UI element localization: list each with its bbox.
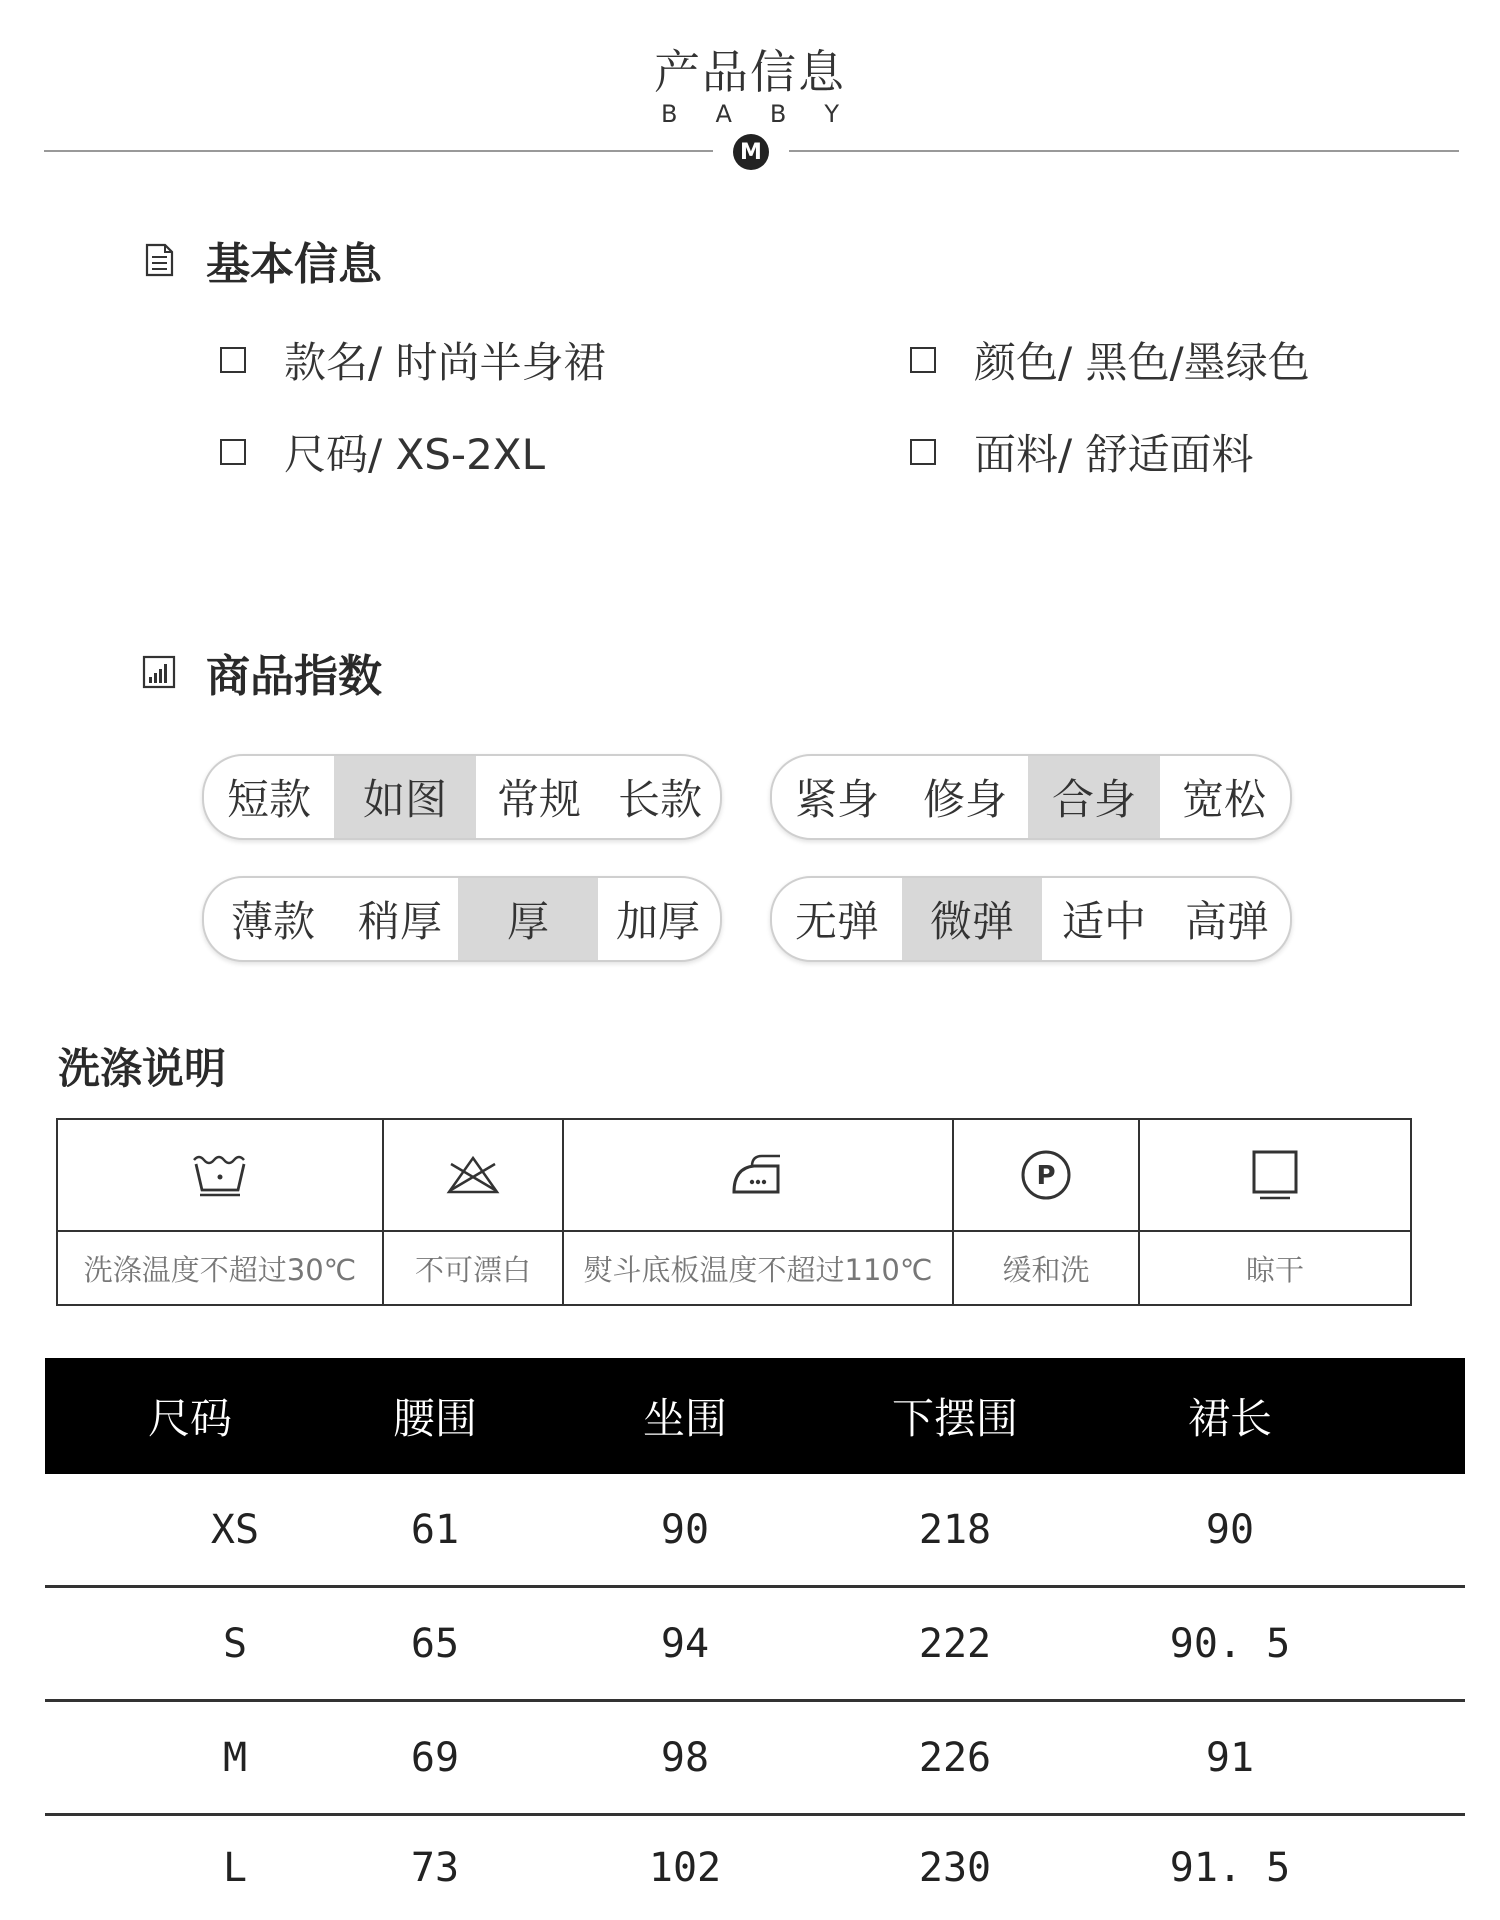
subtitle-letter: B [769,100,787,128]
cell-hip: 94 [660,1620,710,1667]
option-slim: 修身 [922,775,1007,824]
cell-hip: 90 [660,1506,710,1553]
washing-item [954,1120,1140,1304]
column-header-hem: 下摆围 [891,1394,1018,1443]
section-title: 商品指数 [206,651,382,702]
page-title: 产品信息 [654,45,846,99]
option-loose: 宽松 [1181,775,1266,824]
cell-length: 90 [1205,1506,1255,1553]
cell-length: 91. 5 [1169,1845,1291,1891]
option-high-stretch: 高弹 [1184,897,1269,946]
option-long: 长款 [617,775,702,824]
cell-waist: 69 [410,1734,460,1781]
cell-hip: 98 [660,1734,710,1781]
option-as-pictured: 如图 [334,756,476,838]
option-tight: 紧身 [794,775,879,824]
washing-title: 洗涤说明 [58,1044,227,1093]
checkbox-icon [910,347,936,373]
cell-length: 90. 5 [1169,1620,1291,1667]
info-item-label: 款名/ 时尚半身裙 [284,338,606,387]
washing-item [384,1120,564,1304]
cell-hem: 230 [918,1845,992,1891]
dry-clean-letter: P [1036,1161,1056,1191]
basic-info-heading [142,228,382,292]
cell-hem: 222 [918,1620,992,1667]
washing-item [58,1120,384,1304]
checkbox-icon [220,439,246,465]
washing-text: 熨斗底板温度不超过110℃ [583,1252,933,1287]
column-header-length: 裙长 [1187,1394,1272,1443]
washing-text: 缓和洗 [1002,1252,1090,1287]
table-row [45,1816,1465,1920]
option-no-stretch: 无弹 [794,897,879,946]
option-slight-stretch: 微弹 [902,878,1042,960]
option-regular: 常规 [496,775,581,824]
info-item-fabric [910,422,1254,482]
washing-text: 晾干 [1245,1252,1304,1287]
section-title: 基本信息 [206,239,382,290]
subtitle-letter: A [715,100,732,128]
product-index-heading [142,640,382,704]
dry-clean-p-icon [1018,1147,1074,1203]
info-item-color [910,330,1310,390]
cell-hem: 226 [918,1734,992,1781]
option-fitted: 合身 [1028,756,1160,838]
washing-table [56,1118,1412,1306]
index-thickness-selector [202,876,722,962]
index-length-selector [202,754,722,840]
cell-hip: 102 [648,1845,722,1891]
cell-size: XS [210,1506,260,1553]
cell-size: M [222,1734,248,1781]
column-header-waist: 腰围 [392,1394,477,1443]
washing-text: 不可漂白 [414,1252,531,1287]
info-item-label: 面料/ 舒适面料 [974,430,1254,479]
info-item-size [220,422,545,482]
option-thick: 厚 [458,878,598,960]
dry-square-icon [1250,1148,1300,1202]
option-moderate: 适中 [1061,897,1146,946]
bar-chart-icon [142,655,176,689]
header-divider-right [789,150,1459,152]
cell-length: 91 [1205,1734,1255,1781]
header-divider-left [44,150,713,152]
size-table-header [45,1358,1465,1474]
document-icon [142,243,176,277]
column-header-size: 尺码 [147,1394,232,1443]
index-stretch-selector [770,876,1292,962]
cell-size: S [222,1620,248,1667]
subtitle-letter: Y [824,100,840,128]
iron-icon [728,1150,788,1200]
no-bleach-icon [443,1152,503,1198]
wash-tub-icon [190,1150,250,1200]
checkbox-icon [910,439,936,465]
washing-item [1140,1120,1410,1304]
page-subtitle [0,100,1500,128]
cell-waist: 73 [410,1845,460,1891]
cell-size: L [222,1845,248,1891]
info-item-label: 尺码/ XS-2XL [284,430,545,479]
subtitle-letter: B [660,100,678,128]
washing-text: 洗涤温度不超过30℃ [83,1252,357,1287]
table-row [45,1588,1465,1702]
option-extra-thick: 加厚 [615,897,700,946]
option-short: 短款 [226,775,311,824]
washing-item [564,1120,954,1304]
column-header-hip: 坐围 [642,1394,727,1443]
cell-waist: 65 [410,1620,460,1667]
table-row [45,1474,1465,1588]
header-badge: M [733,134,769,170]
table-row [45,1702,1465,1816]
info-item-label: 颜色/ 黑色/墨绿色 [974,338,1310,387]
option-thin: 薄款 [230,897,315,946]
info-item-style [220,330,606,390]
checkbox-icon [220,347,246,373]
option-slightly-thick: 稍厚 [357,897,442,946]
cell-hem: 218 [918,1506,992,1553]
index-fit-selector [770,754,1292,840]
cell-waist: 61 [410,1506,460,1553]
